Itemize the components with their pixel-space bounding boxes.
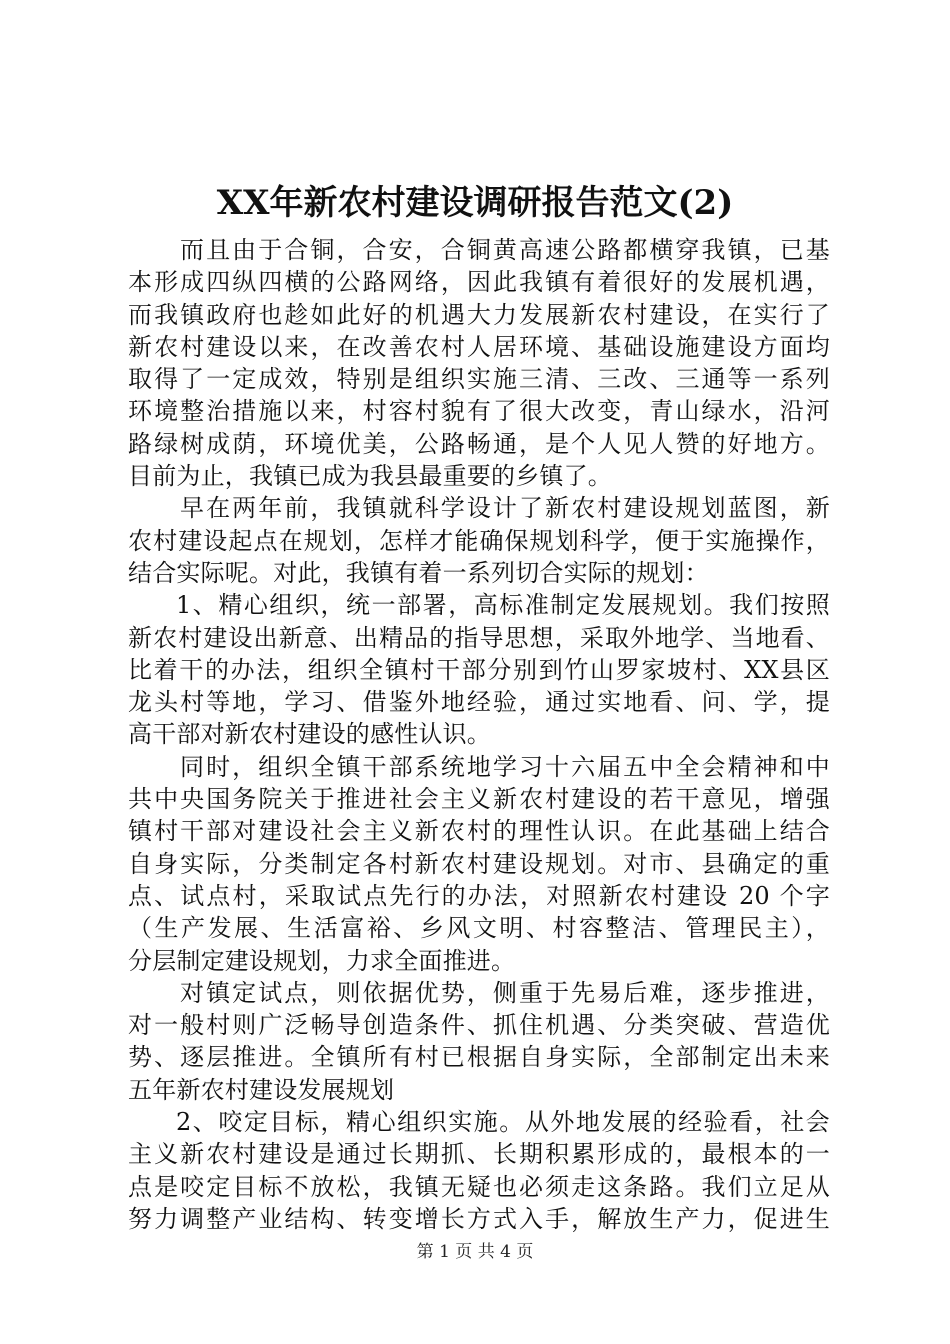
body-line: 努力调整产业结构、转变增长方式入手，解放生产力，促进生 <box>128 1204 830 1233</box>
body-line: 对镇定试点，则依据优势，侧重于先易后难，逐步推进， <box>180 978 830 1007</box>
body-line: 点、试点村，采取试点先行的办法，对照新农村建设 20 个字 <box>128 881 830 910</box>
body-line: 而且由于合铜，合安，合铜黄高速公路都横穿我镇，已基 <box>180 236 830 264</box>
body-line: 本形成四纵四横的公路网络，因此我镇有着很好的发展机遇， <box>128 268 830 297</box>
document-title: XX年新农村建设调研报告范文(2) <box>216 183 734 223</box>
body-line: 而我镇政府也趁如此好的机遇大力发展新农村建设，在实行了 <box>128 300 830 329</box>
body-line: 新农村建设出新意、出精品的指导思想，采取外地学、当地看、 <box>128 623 830 652</box>
body-line: 结合实际呢。对此，我镇有着一系列切合实际的规划： <box>128 558 709 587</box>
body-line: 主义新农村建设是通过长期抓、长期积累形成的，最根本的一 <box>128 1140 830 1169</box>
body-line: 共中央国务院关于推进社会主义新农村建设的若干意见，增强 <box>128 785 830 814</box>
body-line: 龙头村等地，学习、借鉴外地经验，通过实地看、问、学，提 <box>128 688 830 717</box>
body-line: 新农村建设以来，在改善农村人居环境、基础设施建设方面均 <box>128 332 830 361</box>
body-line: 点是咬定目标不放松，我镇无疑也必须走这条路。我们立足从 <box>128 1172 830 1201</box>
body-line: 目前为止，我镇已成为我县最重要的乡镇了。 <box>128 462 612 491</box>
body-line: 对一般村则广泛畅导创造条件、抓住机遇、分类突破、营造优 <box>128 1011 830 1040</box>
document-body <box>128 234 830 1235</box>
page-footer: 第 1 页 共 4 页 <box>416 1242 534 1262</box>
body-line: 分层制定建设规划，力求全面推进。 <box>128 946 516 975</box>
body-line: （生产发展、生活富裕、乡风文明、村容整洁、管理民主）， <box>128 914 830 943</box>
body-line: 高干部对新农村建设的感性认识。 <box>128 720 491 749</box>
body-line: 自身实际，分类制定各村新农村建设规划。对市、县确定的重 <box>128 849 830 878</box>
body-line: 比着干的办法，组织全镇村干部分别到竹山罗家坡村、XX县区 <box>128 655 830 684</box>
body-line: 早在两年前，我镇就科学设计了新农村建设规划蓝图，新 <box>180 494 830 523</box>
body-line: 2、咬定目标，精心组织实施。从外地发展的经验看，社会 <box>176 1108 830 1137</box>
body-line: 取得了一定成效，特别是组织实施三清、三改、三通等一系列 <box>128 365 830 394</box>
body-line: 环境整治措施以来，村容村貌有了很大改变，青山绿水，沿河 <box>128 397 830 426</box>
body-line: 镇村干部对建设社会主义新农村的理性认识。在此基础上结合 <box>128 817 830 846</box>
body-line: 同时，组织全镇干部系统地学习十六届五中全会精神和中 <box>180 752 830 781</box>
body-line: 路绿树成荫，环境优美，公路畅通，是个人见人赞的好地方。 <box>128 429 830 458</box>
body-line: 1、精心组织，统一部署，高标准制定发展规划。我们按照 <box>176 591 830 620</box>
body-line: 五年新农村建设发展规划 <box>128 1075 395 1104</box>
body-line: 势、逐层推进。全镇所有村已根据自身实际，全部制定出未来 <box>128 1043 830 1072</box>
body-line: 农村建设起点在规划，怎样才能确保规划科学，便于实施操作， <box>128 526 830 555</box>
